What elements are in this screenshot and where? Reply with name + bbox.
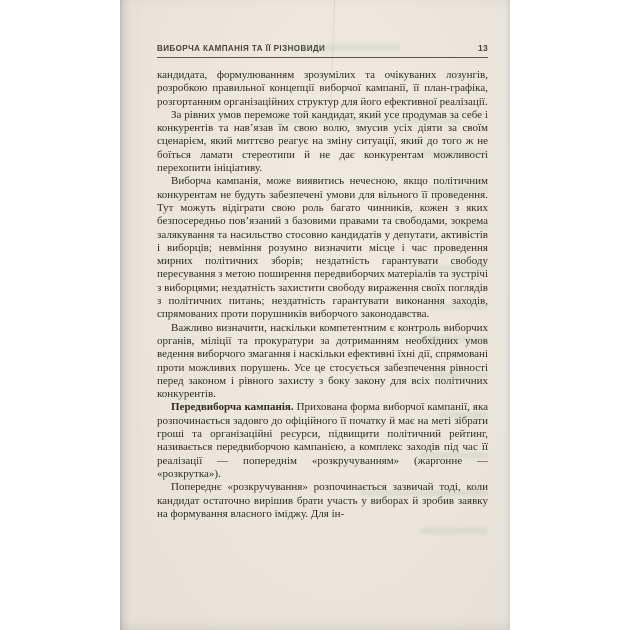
bleed-through-artifact: [420, 528, 488, 534]
term-lead: Передвиборча кампанія.: [171, 401, 294, 414]
page-number: 13: [477, 43, 488, 53]
paragraph-continuation: кандидата, формулюванням зрозумілих та очікуваних лозунгів, розробкою правильної концепції виборчої кампанії, її план-графіка, розгортанням організаційних структур для його ефективної реалізації.: [157, 69, 488, 108]
page-header: [157, 43, 488, 58]
book-page: [120, 0, 510, 630]
running-title: ВИБОРЧА КАМПАНІЯ ТА ЇЇ РІЗНОВИДИ: [157, 44, 326, 53]
body-text: [157, 69, 488, 521]
paragraph: Виборча кампанія, може виявитись нечесною, якщо політичним конкурентам не будуть забезпечені умови для вільного її проведення. Тут можуть відіграти свою роль багато чинників, кожен з яких безпосередньо пов’язаний з базовими правами та свободами, зокрема залякування та насильство стосовно кандидатів у депутати, активістів і виборців; невміння розумно визначити місце і час проведення мирних політичних зборів; нездатність гарантувати свободу пересування з метою поширення передвиборчих матеріалів та зустрічі з виборцями; нездатність захистити свободу вираження своїх поглядів з політичних питань; нездатність гарантувати виконання заходів, спрямованих проти порушників виборчого законодавства.: [157, 175, 488, 321]
paragraph: Попереднє «розкручування» розпочинається зазвичай тоді, коли кандидат остаточно вирішив брати участь у виборах й зробив заявку на формування власного іміджу. Для ін-: [157, 481, 488, 520]
paragraph: Важливо визначити, наскільки компетентним є контроль виборчих органів, міліції та прокуратури за дотриманням необхідних умов ведення виборчого змагання і наскільки ефективні їхні дії, спрямовані проти можливих порушень. Усе це стосується забезпечення рівності перед законом і рівного захисту з боку закону для всіх політичних конкурентів.: [157, 321, 488, 401]
paragraph-with-term: [157, 401, 488, 481]
term-definition: Прихована форма виборчої кампанії, яка розпочинається задовго до офіційного її початку й має на меті зібрати гроші та організаційні ресурси, підвищити політичний рейтинг, називається передвиборчою кампанією, а комплекс заходів під час її реалізації — попереднім «розкручуванням» (жаргонне — «розкрутка»).: [157, 401, 489, 480]
paragraph: За рівних умов переможе той кандидат, який усе продумав за себе і конкурентів та нав’язав їм свою волю, змусив усіх діяти за своїм сценарієм, який миттєво реагує на зміну ситуації, який до того ж не боїться ламати стереотипи й не дає конкурентам можливості перехопити ініціативу.: [157, 108, 488, 175]
